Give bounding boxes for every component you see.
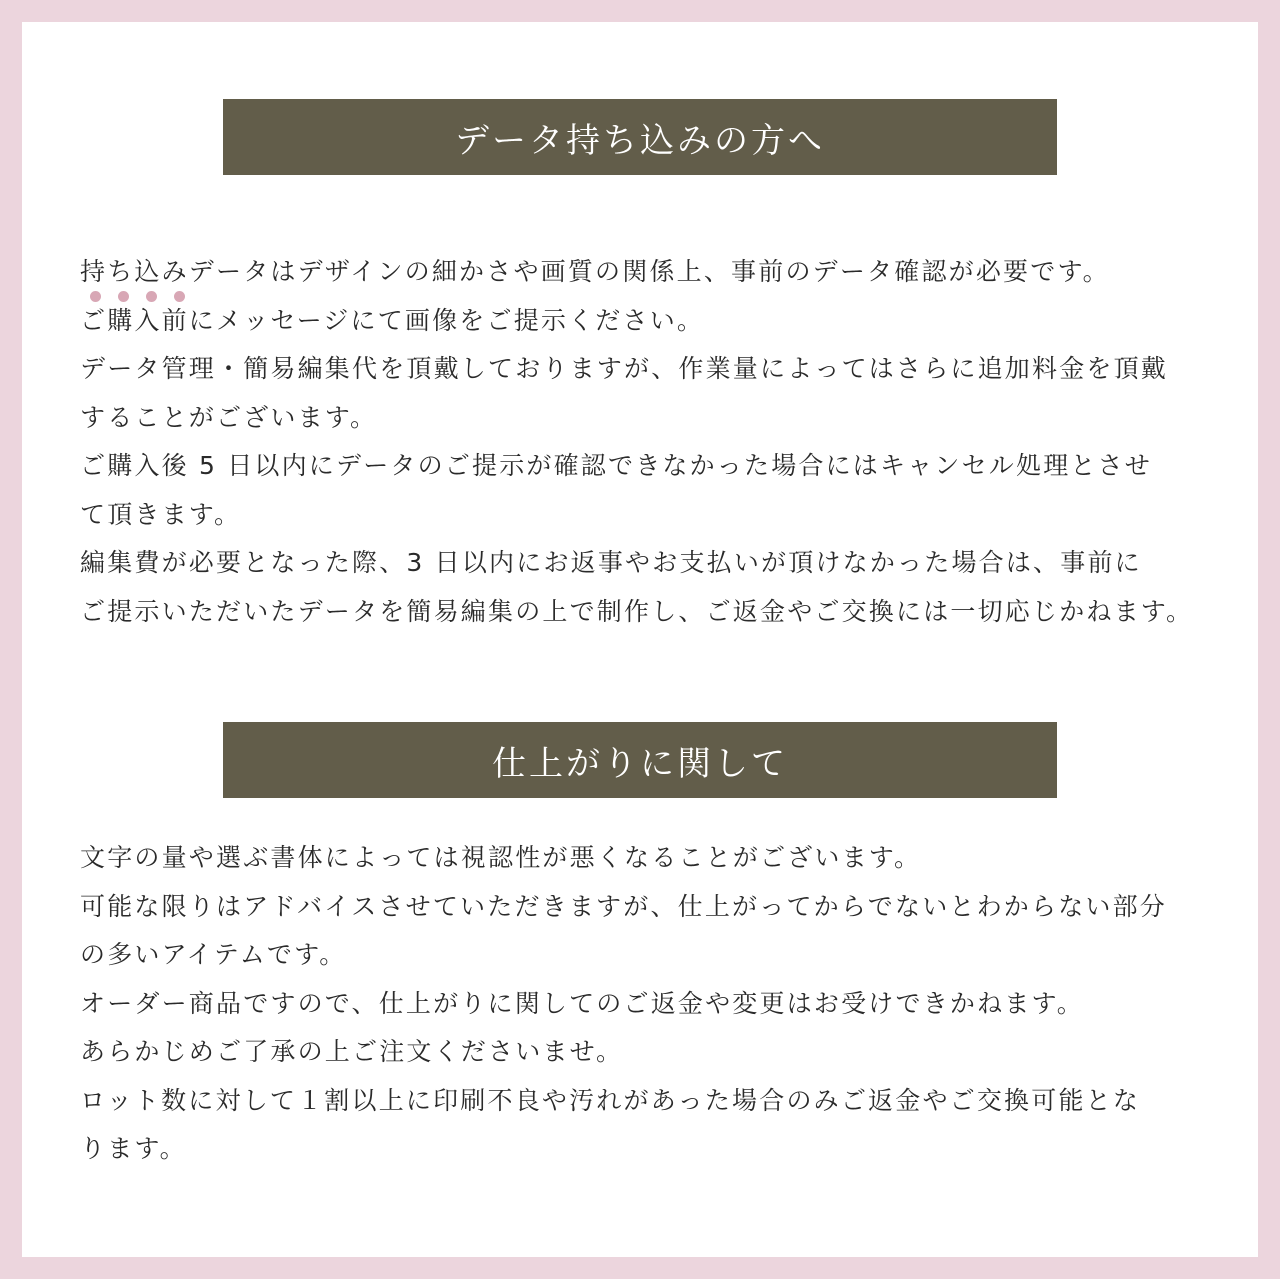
emphasis-dot bbox=[174, 291, 185, 302]
emphasis-dot bbox=[118, 291, 129, 302]
emphasis-dot bbox=[90, 291, 101, 302]
body-line: 編集費が必要となった際、3 日以内にお返事やお支払いが頂けなかった場合は、事前に bbox=[80, 548, 1142, 577]
emphasis-dots bbox=[90, 291, 185, 302]
section-body-data bbox=[80, 248, 1220, 636]
section-heading-finish bbox=[223, 722, 1057, 798]
content-panel bbox=[22, 22, 1258, 1257]
section-heading-finish-label: 仕上がりに関して bbox=[492, 743, 788, 784]
body-line: することがございます。 bbox=[80, 402, 378, 432]
body-line: ります。 bbox=[80, 1134, 187, 1163]
body-line: ご購入前にメッセージにて画像をご提示ください。 bbox=[80, 305, 705, 335]
body-line: の多いアイテムです。 bbox=[80, 940, 347, 969]
body-line: ご提示いただいたデータを簡易編集の上で制作し、ご返金やご交換には一切応じかねます。 bbox=[80, 596, 1194, 626]
body-line: あらかじめご了承の上ご注文くださいませ。 bbox=[80, 1037, 624, 1066]
body-line: ロット数に対して１割以上に印刷不良や汚れがあった場合のみご返金やご交換可能とな bbox=[80, 1085, 1141, 1115]
body-line: 文字の量や選ぶ書体によっては視認性が悪くなることがございます。 bbox=[80, 843, 922, 872]
emphasis-dot bbox=[146, 291, 157, 302]
body-line: 持ち込みデータはデザインの細かさや画質の関係上、事前のデータ確認が必要です。 bbox=[80, 257, 1110, 286]
section-heading-data-label: データ持ち込みの方へ bbox=[455, 120, 825, 161]
section-body-finish bbox=[80, 834, 1220, 1174]
body-line: 可能な限りはアドバイスさせていただきますが、仕上がってからでないとわからない部分 bbox=[80, 891, 1168, 921]
body-line: データ管理・簡易編集代を頂戴しておりますが、作業量によってはさらに追加料金を頂戴 bbox=[80, 354, 1169, 383]
section-heading-data bbox=[223, 99, 1057, 175]
body-line: て頂きます。 bbox=[80, 499, 242, 529]
body-line: ご購入後 5 日以内にデータのご提示が確認できなかった場合にはキャンセル処理とさせ bbox=[80, 451, 1153, 480]
body-line: オーダー商品ですので、仕上がりに関してのご返金や変更はお受けできかねます。 bbox=[80, 988, 1084, 1018]
